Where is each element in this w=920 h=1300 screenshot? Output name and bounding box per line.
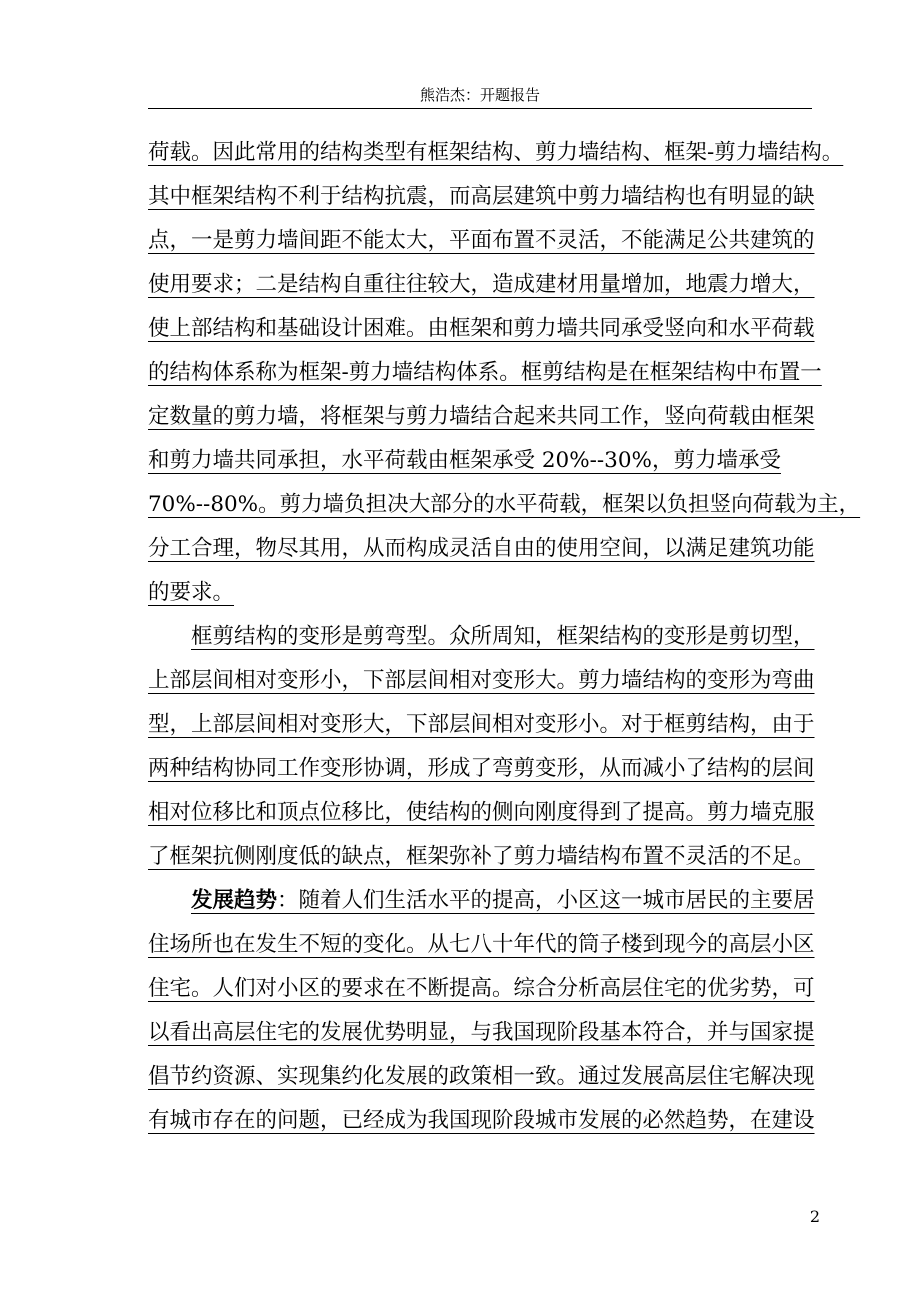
text-line (148, 527, 815, 571)
line-text: 使上部结构和基础设计困难。由框架和剪力墙共同承受竖向和水平荷载 (148, 316, 815, 341)
text-line (148, 747, 815, 791)
line-text: 其中框架结构不利于结构抗震，而高层建筑中剪力墙结构也有明显的缺 (148, 184, 815, 209)
header-rule (148, 108, 812, 109)
text-line (148, 659, 815, 703)
text-line (148, 439, 812, 483)
line-text: 相对位移比和顶点位移比，使结构的侧向刚度得到了提高。剪力墙克服 (148, 800, 815, 825)
line-text: 住场所也在发生不短的变化。从七八十年代的筒子楼到现今的高层小区 (148, 932, 815, 957)
line-text: 点，一是剪力墙间距不能太大，平面布置不灵活，不能满足公共建筑的 (148, 228, 815, 253)
text-line (148, 1011, 815, 1055)
text-line (148, 879, 815, 923)
line-text: 70%--80%。剪力墙负担决大部分的水平荷载，框架以负担竖向荷载为主， (148, 492, 861, 517)
text-line (148, 175, 815, 219)
line-text: 以看出高层住宅的发展优势明显，与我国现阶段基本符合，并与国家提 (148, 1020, 815, 1045)
line-text: 使用要求；二是结构自重往往较大，造成建材用量增加，地震力增大， (148, 272, 815, 297)
text-line (148, 131, 844, 175)
line-text: 住宅。人们对小区的要求在不断提高。综合分析高层住宅的优劣势，可 (148, 976, 815, 1001)
line-text: 倡节约资源、实现集约化发展的政策相一致。通过发展高层住宅解决现 (148, 1064, 815, 1089)
line-text: 型，上部层间相对变形大，下部层间相对变形小。对于框剪结构，由于 (148, 712, 815, 737)
line-text: 了框架抗侧刚度低的缺点，框架弥补了剪力墙结构布置不灵活的不足。 (148, 844, 815, 869)
text-line (148, 1055, 815, 1099)
text-line (148, 351, 822, 395)
section-lead: 发展趋势 (191, 888, 278, 913)
text-line (148, 615, 815, 659)
text-line (148, 395, 815, 439)
line-text: ：随着人们生活水平的提高，小区这一城市居民的主要居 (277, 888, 815, 913)
line-text: 的要求。 (148, 580, 235, 605)
page-number: 2 (809, 1207, 820, 1226)
text-line (148, 219, 815, 263)
text-line (148, 967, 815, 1011)
line-text: 荷载。因此常用的结构类型有框架结构、剪力墙结构、框架-剪力墙结构。 (148, 140, 844, 165)
line-text: 的结构体系称为框架-剪力墙结构体系。框剪结构是在框架结构中布置一 (148, 360, 822, 385)
text-line (148, 483, 861, 527)
line-text: 上部层间相对变形小，下部层间相对变形大。剪力墙结构的变形为弯曲 (148, 668, 815, 693)
text-line (148, 307, 815, 351)
document-body (148, 131, 861, 1143)
text-line (148, 571, 812, 615)
line-text: 有城市存在的问题，已经成为我国现阶段城市发展的必然趋势，在建设 (148, 1108, 815, 1133)
line-text: 和剪力墙共同承担，水平荷载由框架承受 20%--30%，剪力墙承受 (148, 448, 781, 473)
text-line (148, 703, 815, 747)
text-line (148, 923, 815, 967)
text-line (148, 1099, 815, 1143)
line-text: 框剪结构的变形是剪弯型。众所周知，框架结构的变形是剪切型， (191, 624, 815, 649)
text-line (148, 791, 815, 835)
line-text: 分工合理，物尽其用，从而构成灵活自由的使用空间，以满足建筑功能 (148, 536, 815, 561)
line-text: 定数量的剪力墙，将框架与剪力墙结合起来共同工作，竖向荷载由框架 (148, 404, 815, 429)
text-line (148, 263, 815, 307)
page-header: 熊浩杰：开题报告 (419, 86, 540, 104)
line-text: 两种结构协同工作变形协调，形成了弯剪变形，从而减小了结构的层间 (148, 756, 815, 781)
text-line (148, 835, 815, 879)
